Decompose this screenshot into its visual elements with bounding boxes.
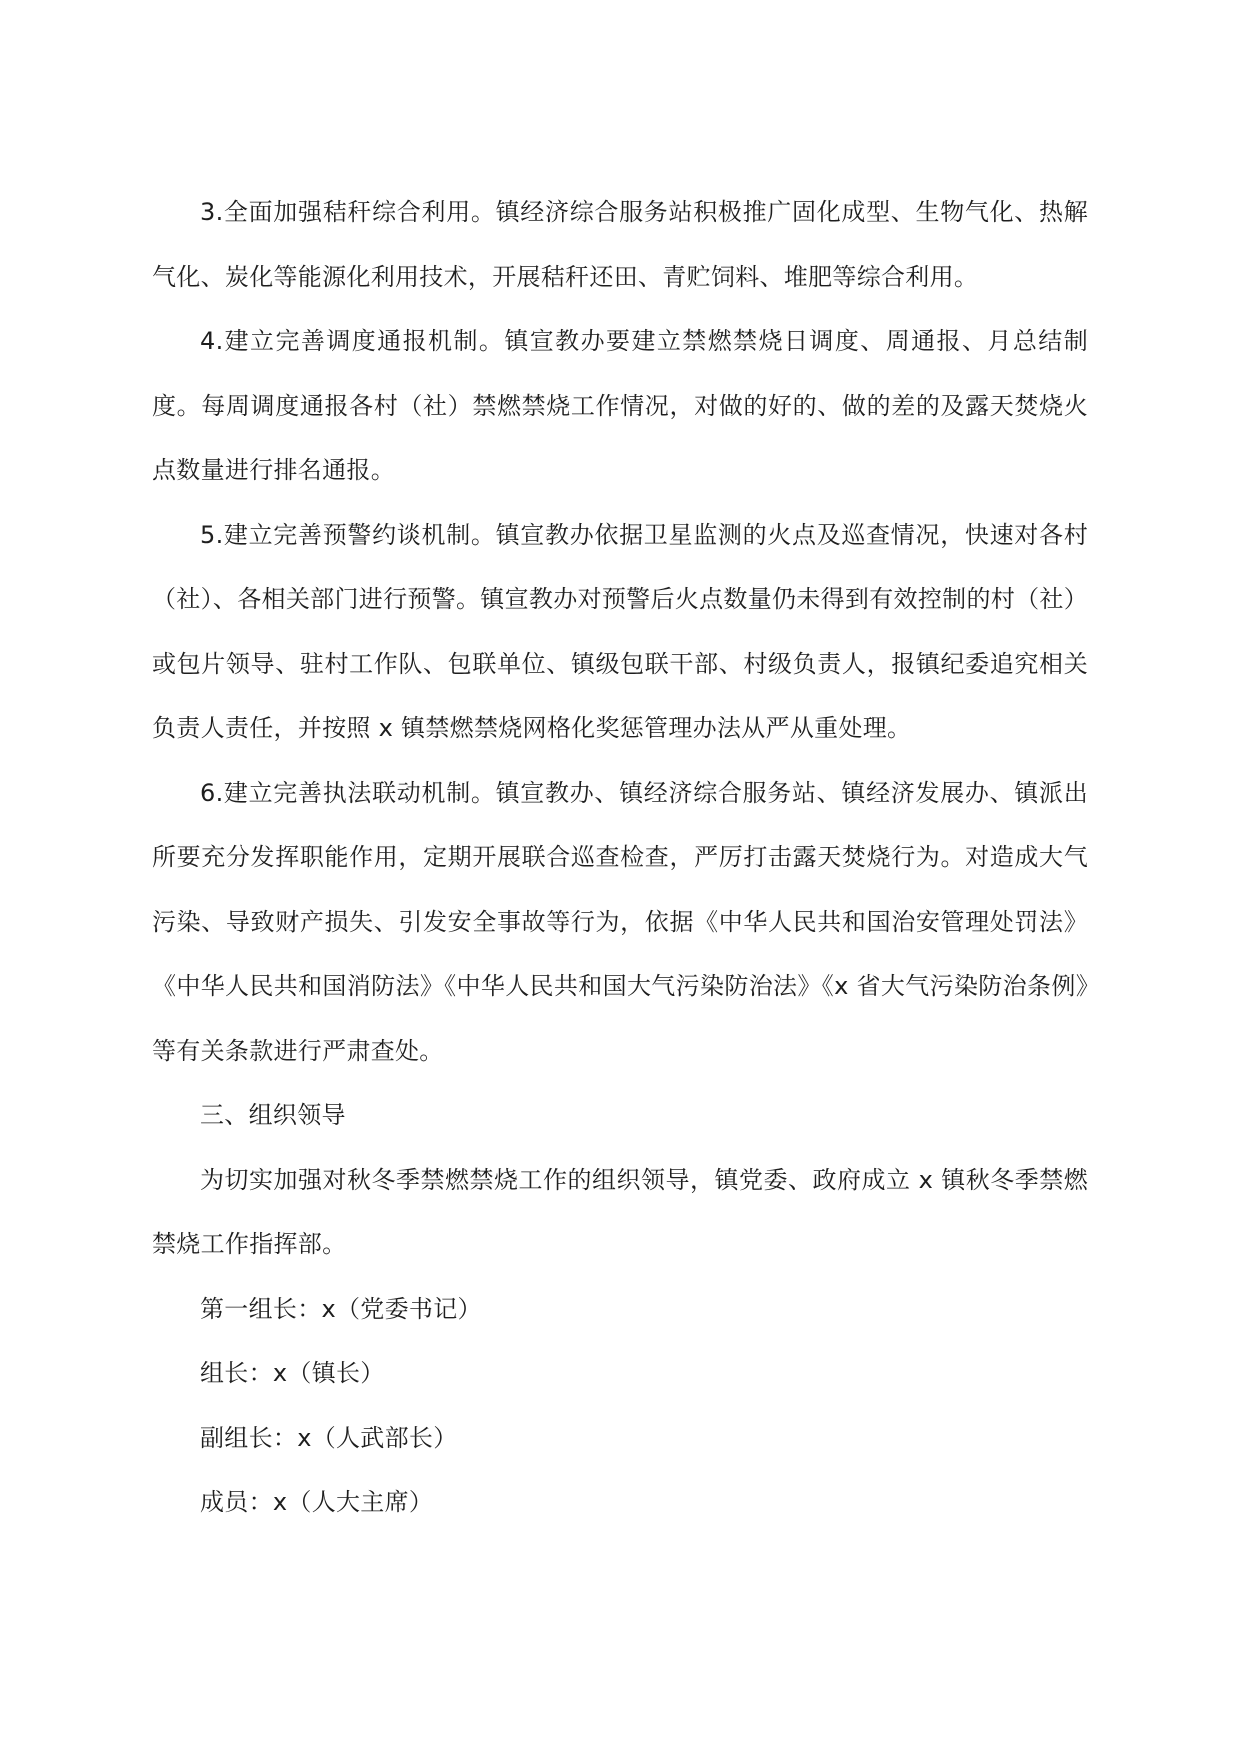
paragraph-dispatch-mechanism: 4.建立完善调度通报机制。镇宣教办要建立禁燃禁烧日调度、周通报、月总结制度。每周调度通报各村（社）禁燃禁烧工作情况，对做的好的、做的差的及露天焚烧火点数量进行排名通报。 xyxy=(152,327,1088,484)
paragraph-enforcement-mechanism: 6.建立完善执法联动机制。镇宣教办、镇经济综合服务站、镇经济发展办、镇派出所要充分发挥职能作用，定期开展联合巡查检查，严厉打击露天焚烧行为。对造成大气污染、导致财产损失、引发安全事故等行为，依据《中华人民共和国治安管理处罚法》《中华人民共和国消防法》《中华人民共和国大气污染防治法》《x 省大气污染防治条例》等有关条款进行严肃查处。 xyxy=(152,778,1088,1065)
section-heading: 三、组织领导 xyxy=(200,1101,346,1129)
paragraph-warning-mechanism: 5.建立完善预警约谈机制。镇宣教办依据卫星监测的火点及巡查情况，快速对各村（社）、各相关部门进行预警。镇宣教办对预警后火点数量仍未得到有效控制的村（社）或包片领导、驻村工作队、包联单位、镇级包联干部、村级负责人，报镇纪委追究相关负责人责任，并按照 x 镇禁燃禁烧网格化奖惩管理办法从严从重处理。 xyxy=(152,520,1088,742)
member-first-leader: 第一组长：x（党委书记） xyxy=(200,1294,482,1323)
document-page xyxy=(152,0,1088,1535)
paragraph-organization: 为切实加强对秋冬季禁燃禁烧工作的组织领导，镇党委、政府成立 x 镇秋冬季禁燃禁烧工作指挥部。 xyxy=(152,1165,1088,1258)
member-deputy-leader: 副组长：x（人武部长） xyxy=(200,1423,458,1452)
paragraph-straw-utilization: 3.全面加强秸秆综合利用。镇经济综合服务站积极推广固化成型、生物气化、热解气化、炭化等能源化利用技术，开展秸秆还田、青贮饲料、堆肥等综合利用。 xyxy=(152,198,1088,291)
member-leader: 组长：x（镇长） xyxy=(200,1359,385,1387)
member-member: 成员：x（人大主席） xyxy=(200,1488,434,1516)
top-margin xyxy=(152,0,1088,180)
